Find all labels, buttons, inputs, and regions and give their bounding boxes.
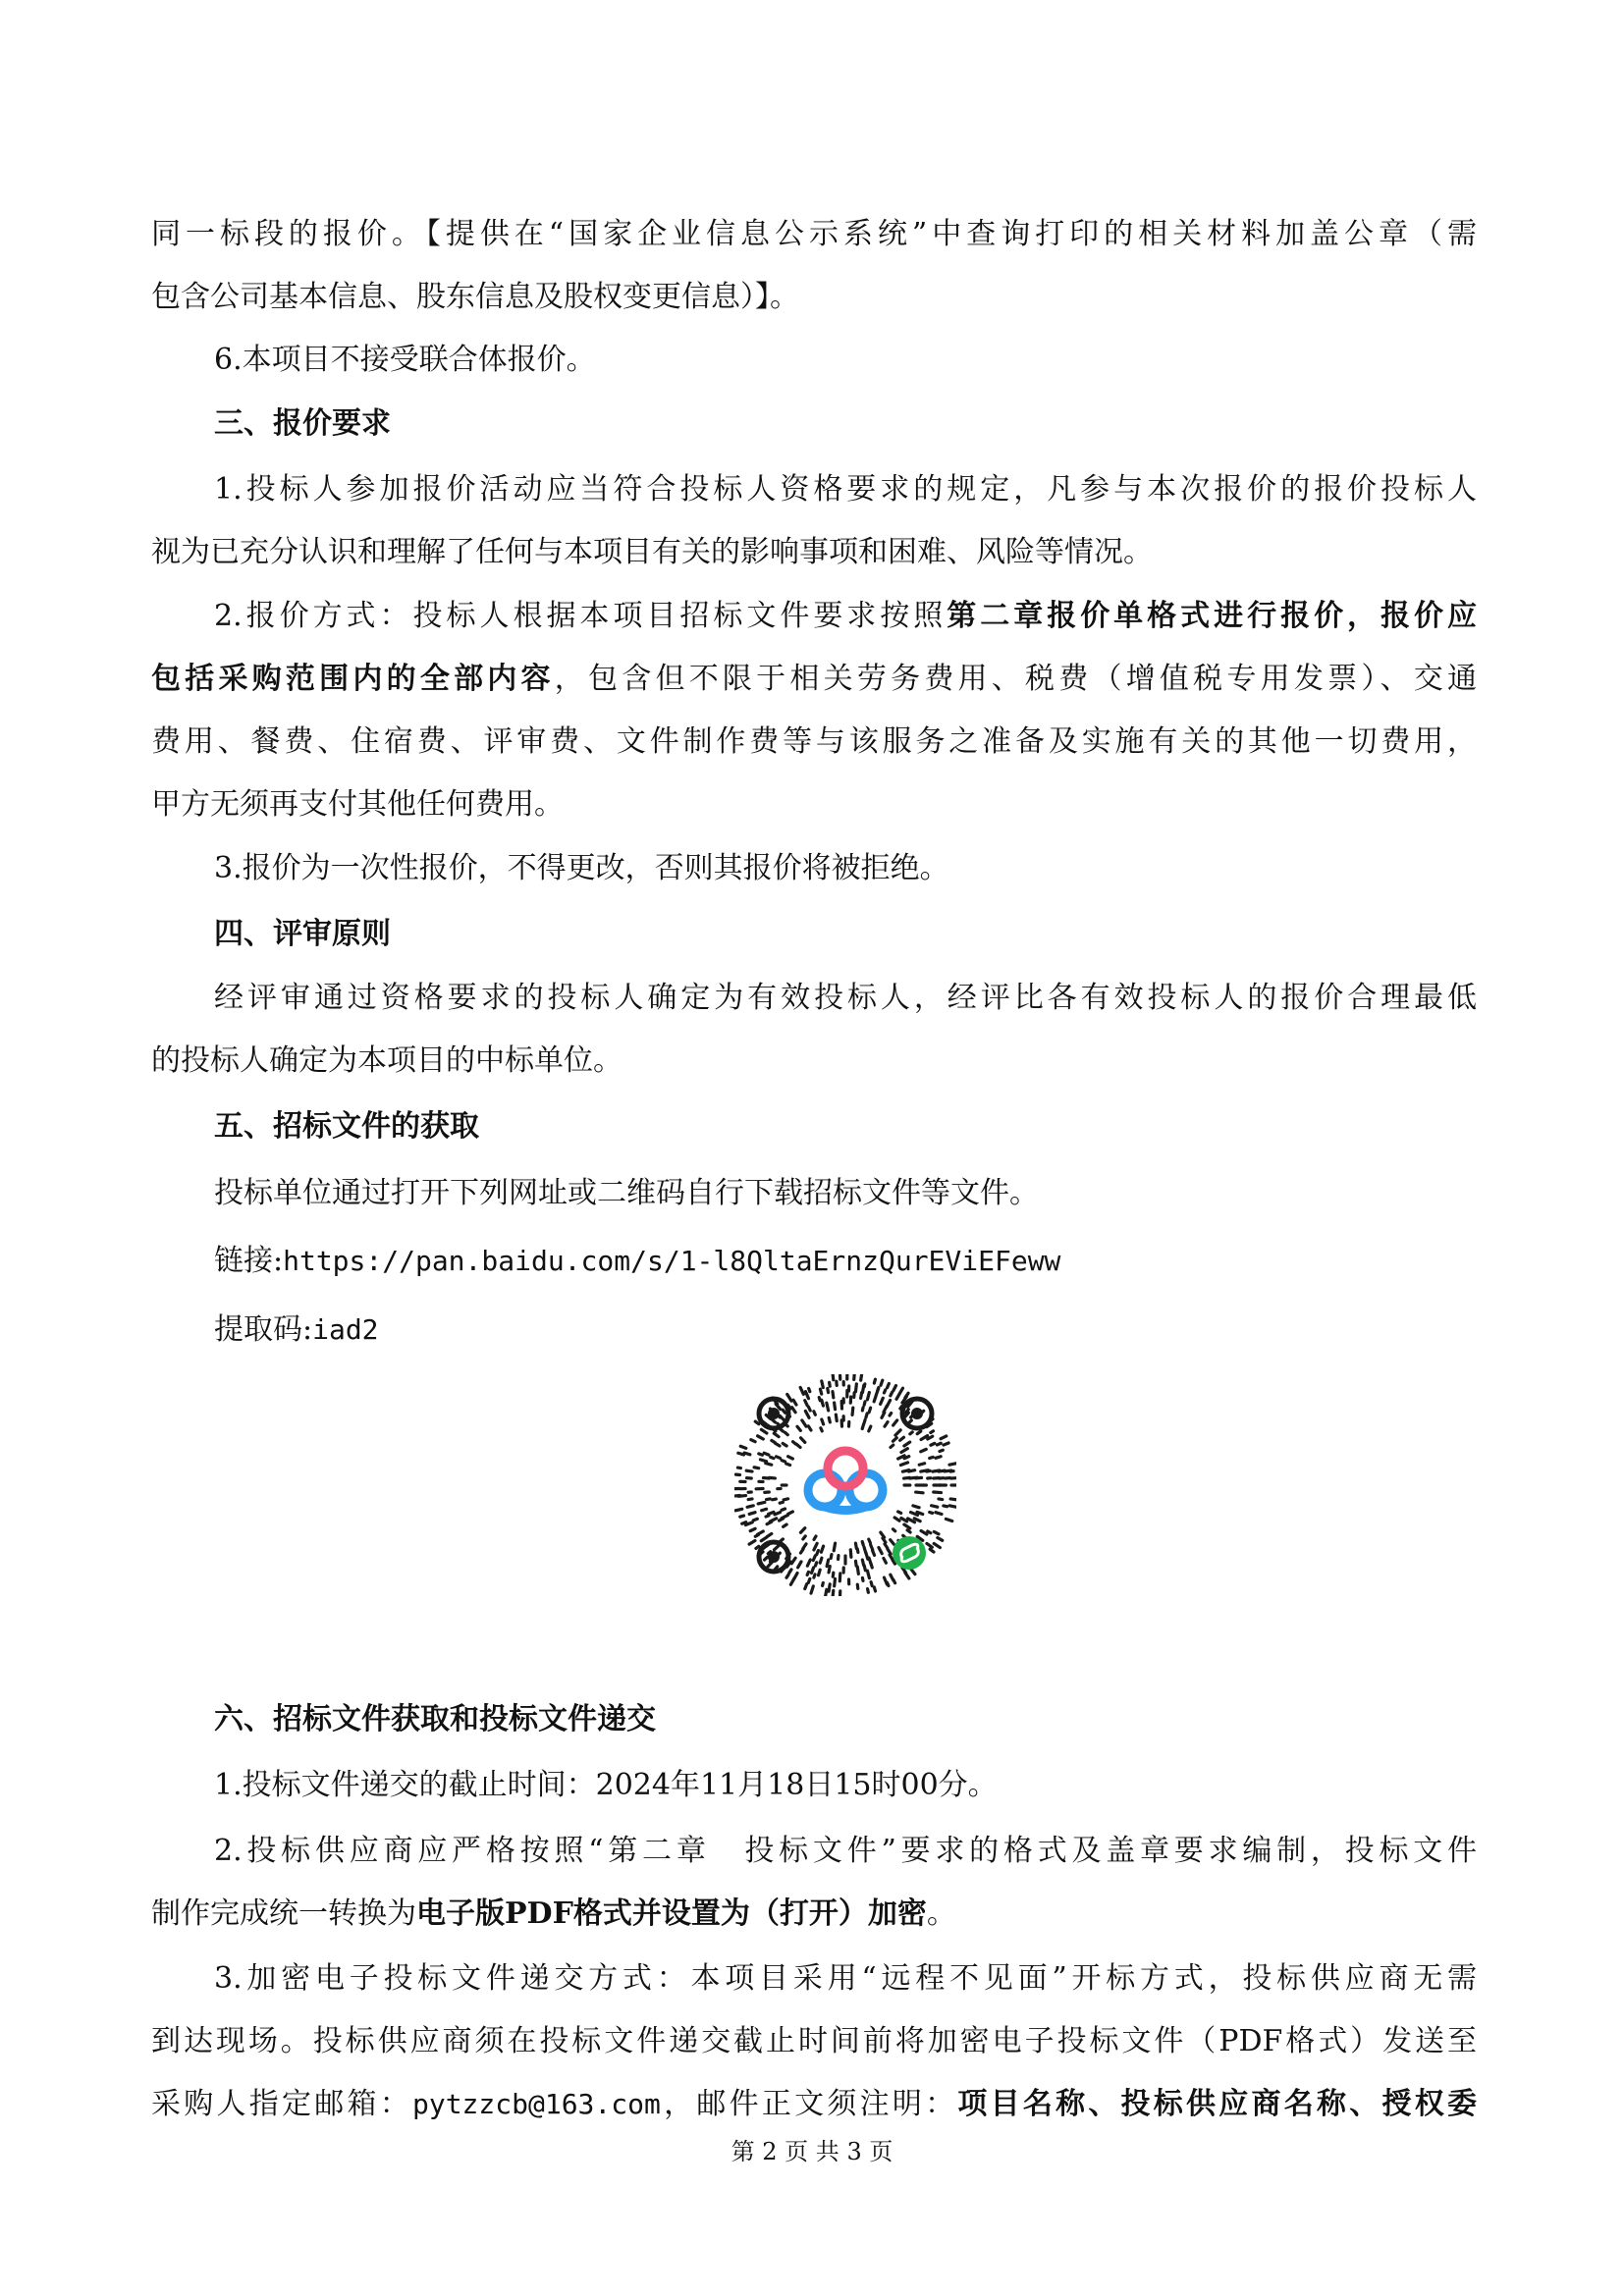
- paragraph-line: [151, 2073, 1477, 2136]
- download-link-line: [214, 1230, 1477, 1293]
- paragraph-line: 费用、餐费、住宿费、评审费、文件制作费等与该服务之准备及实施有关的其他一切费用，: [151, 724, 1477, 759]
- paragraph-line: [151, 1883, 1477, 1946]
- bold-text: 第二章报价单格式进行报价，报价应: [947, 599, 1478, 633]
- paragraph-line: 2.投标供应商应严格按照“第二章 投标文件”要求的格式及盖章要求编制，投标文件: [214, 1834, 1477, 1868]
- list-item: 6.本项目不接受联合体报价。: [214, 343, 596, 377]
- text-span: 采购人指定邮箱：: [151, 2087, 412, 2121]
- text-span: ，邮件正文须注明：: [660, 2087, 958, 2121]
- paragraph-line: [214, 585, 1477, 648]
- paragraph-line: [151, 648, 1477, 711]
- extract-code: iad2: [312, 1313, 379, 1346]
- text-span: ，包含但不限于相关劳务费用、税费（增值税专用发票）、交通: [554, 662, 1478, 696]
- email-link[interactable]: pytzzcb@163.com: [411, 2088, 661, 2120]
- paragraph-line: 视为已充分认识和理解了任何与本项目有关的影响事项和困难、风险等情况。: [151, 535, 1153, 569]
- text-span: 制作完成统一转换为: [151, 1896, 416, 1931]
- paragraph-line: 1.投标文件递交的截止时间：2024年11月18日15时00分。: [214, 1768, 998, 1802]
- paragraph-line: 同一标段的报价。【提供在“国家企业信息公示系统”中查询打印的相关材料加盖公章（需: [151, 217, 1477, 251]
- section-heading: 六、招标文件获取和投标文件递交: [214, 1702, 656, 1736]
- section-heading: 三、报价要求: [214, 406, 391, 441]
- paragraph-line: 的投标人确定为本项目的中标单位。: [151, 1043, 623, 1078]
- extract-code-line: [214, 1299, 1477, 1362]
- qr-code-icon[interactable]: [734, 1374, 956, 1596]
- link-label: 链接:: [214, 1244, 284, 1278]
- section-heading: 四、评审原则: [214, 917, 391, 951]
- mini-program-badge-icon: [893, 1536, 926, 1570]
- paragraph-line: 投标单位通过打开下列网址或二维码自行下载招标文件等文件。: [214, 1176, 1039, 1210]
- paragraph-line: 1.投标人参加报价活动应当符合投标人资格要求的规定，凡参与本次报价的报价投标人: [214, 472, 1477, 507]
- paragraph-line: 经评审通过资格要求的投标人确定为有效投标人，经评比各有效投标人的报价合理最低: [214, 981, 1477, 1015]
- section-heading: 五、招标文件的获取: [214, 1109, 479, 1144]
- paragraph-line: 3.报价为一次性报价，不得更改，否则其报价将被拒绝。: [214, 851, 949, 885]
- paragraph-line: 3.加密电子投标文件递交方式：本项目采用“远程不见面”开标方式，投标供应商无需: [214, 1961, 1477, 1996]
- bold-text: 包括采购范围内的全部内容: [151, 662, 555, 696]
- download-link[interactable]: https://pan.baidu.com/s/1-l8QltaErnzQurEViEFeww: [283, 1245, 1061, 1277]
- paragraph-line: 甲方无须再支付其他任何费用。: [151, 787, 564, 822]
- code-label: 提取码:: [214, 1312, 313, 1347]
- paragraph-line: 到达现场。投标供应商须在投标文件递交截止时间前将加密电子投标文件（PDF格式）发送至: [151, 2024, 1477, 2058]
- paragraph-line: 包含公司基本信息、股东信息及股权变更信息）】。: [151, 280, 799, 314]
- page-footer: 第 2 页 共 3 页: [731, 2138, 893, 2165]
- text-span: 。: [926, 1896, 956, 1931]
- bold-text: 电子版PDF格式并设置为（打开）加密: [416, 1896, 927, 1931]
- bold-text: 项目名称、投标供应商名称、授权委: [957, 2087, 1478, 2121]
- text-span: 2.报价方式：投标人根据本项目招标文件要求按照: [214, 599, 947, 633]
